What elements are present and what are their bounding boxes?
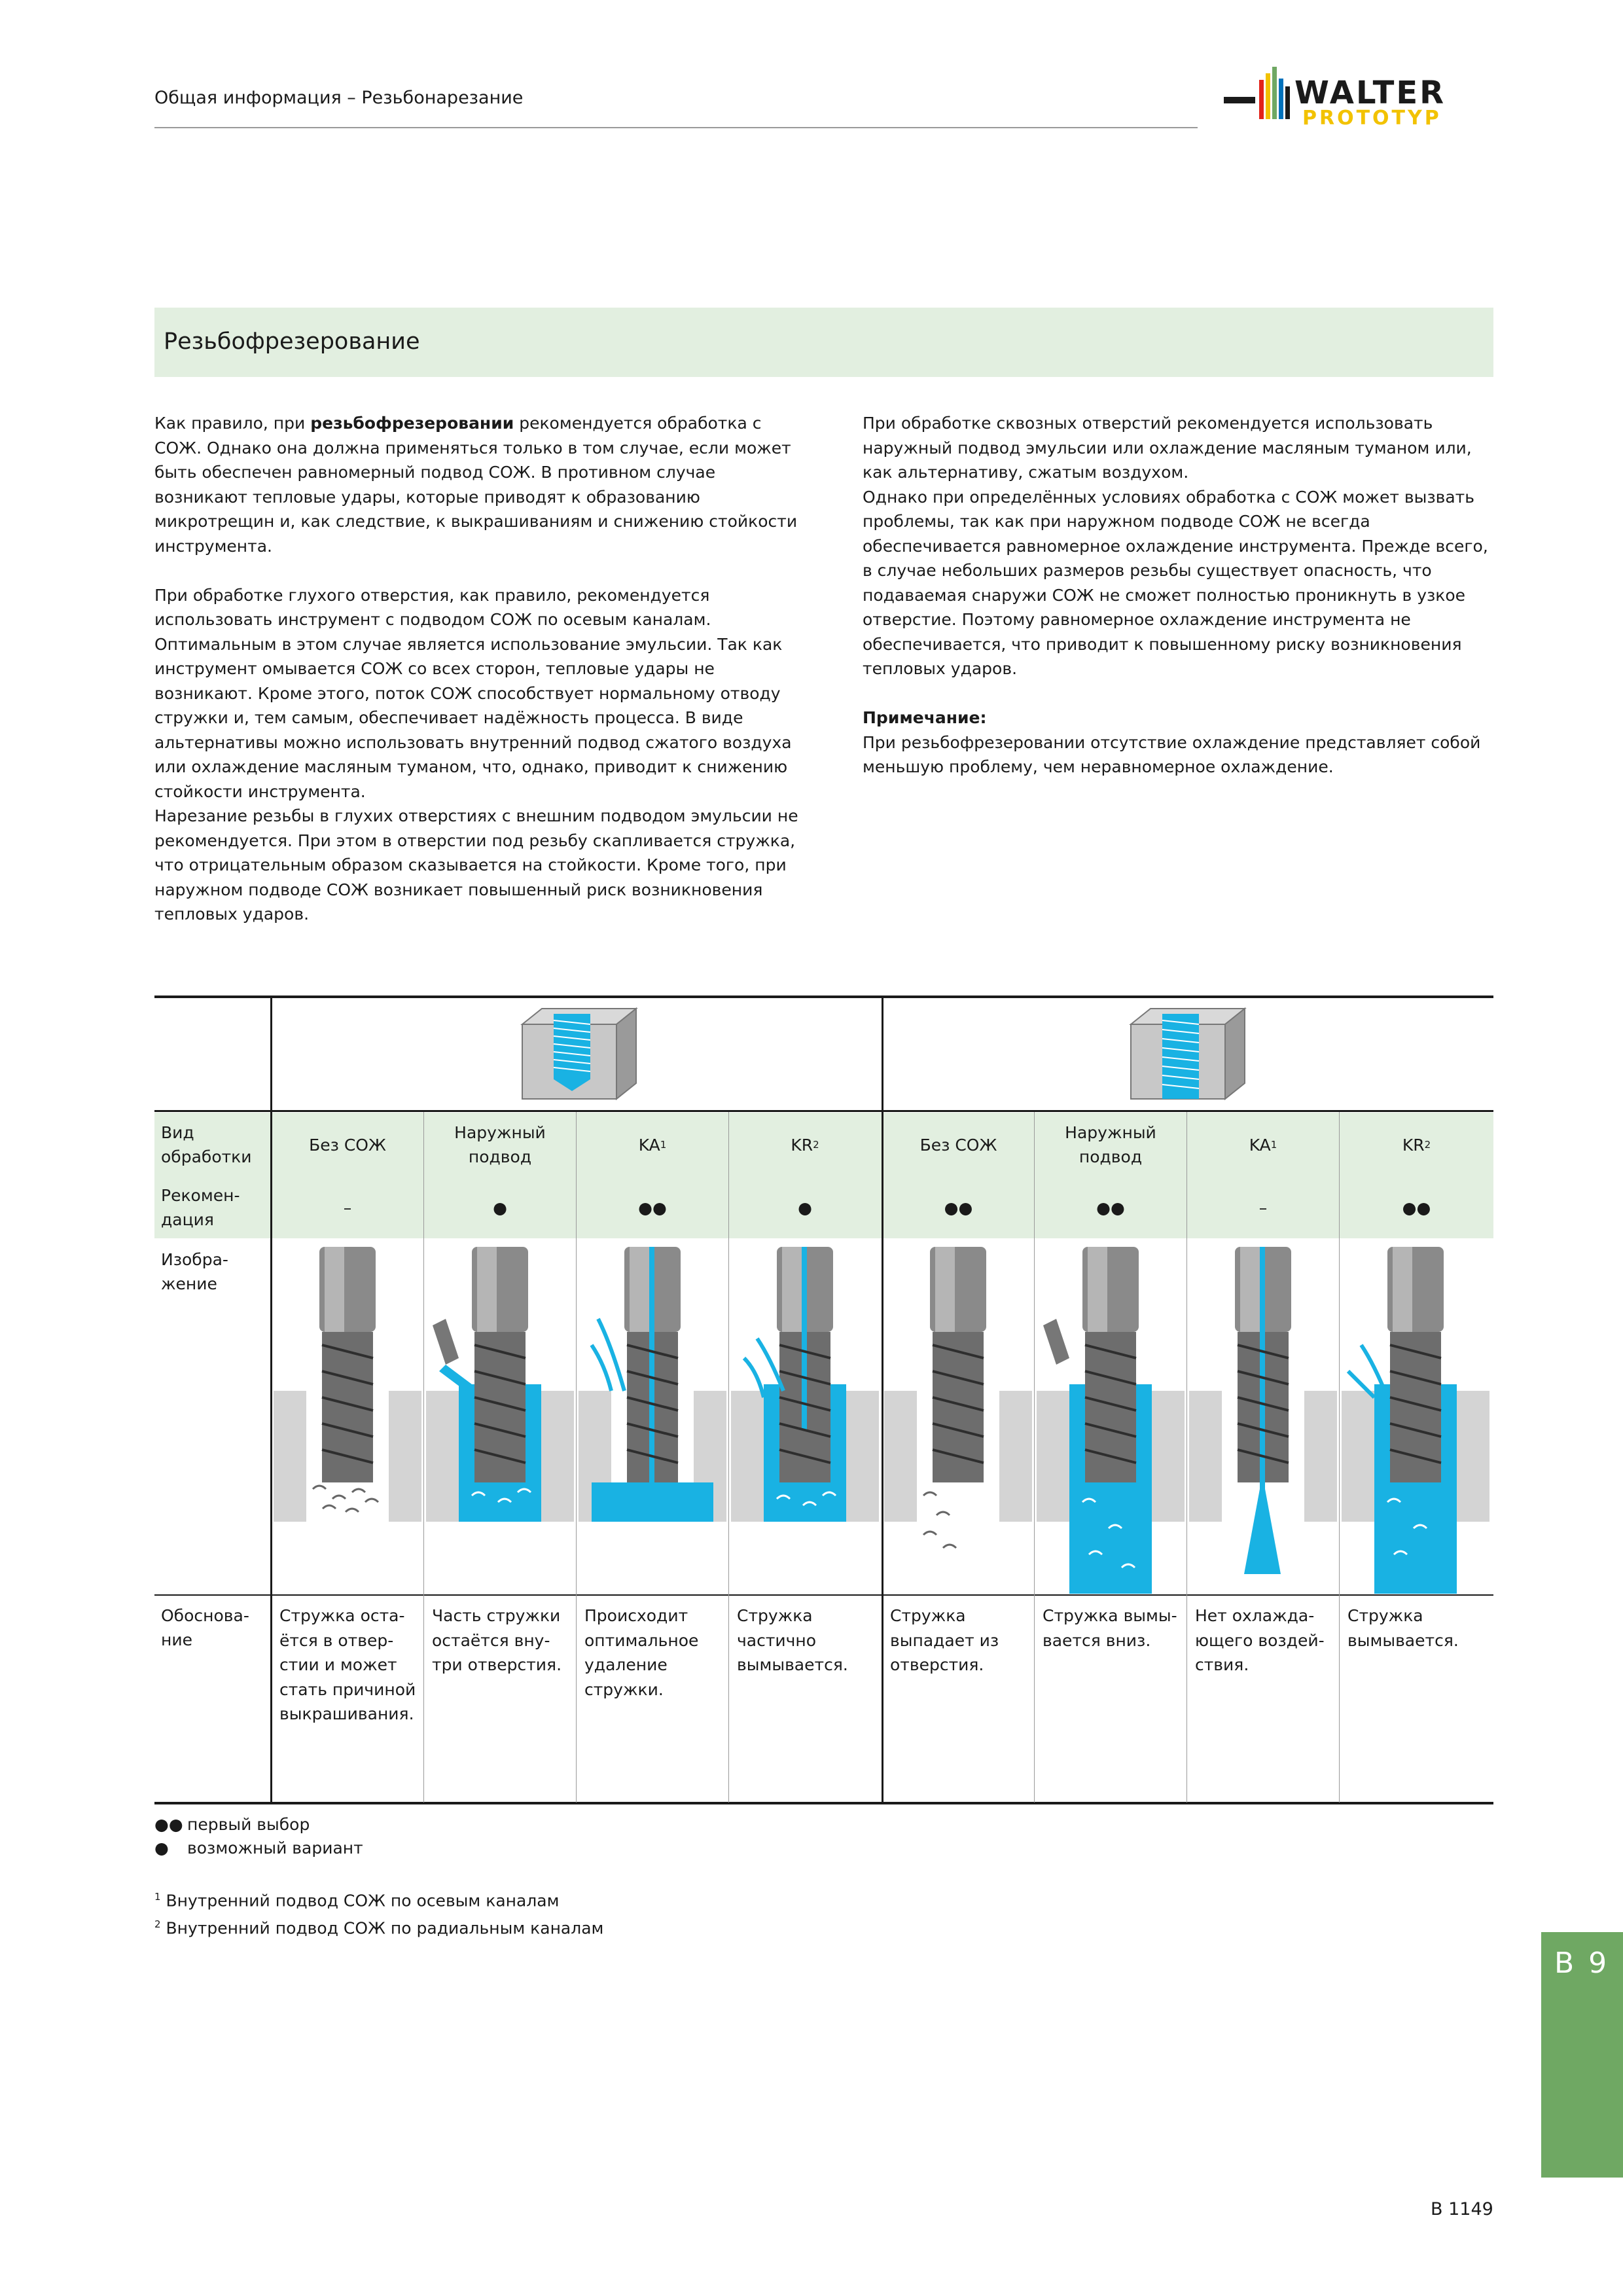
- footnote: $^1$ Внутренний подвод СОЖ по осевым каналам: [154, 1891, 560, 1910]
- recommendation-cell: ●: [493, 1198, 507, 1217]
- type-cell: Без СОЖ: [309, 1135, 386, 1155]
- paragraph: Нарезание резьбы в глухих отверстиях с внешним подводом эмульсии не рекомендуется. При этом в отверстии под резьбу скапливается стружка, что отрицательным образом сказывается на стойкости. Кроме того, при наружном подводе СОЖ возникает повышенный риск возникновения тепловых ударов.: [154, 806, 798, 924]
- recommendation-cell: –: [343, 1198, 352, 1217]
- legend: [154, 1813, 363, 1860]
- type-cell: Без СОЖ: [919, 1135, 997, 1155]
- walter-logo: [1224, 60, 1499, 132]
- recommendation-cell: ●: [798, 1198, 812, 1217]
- recommendation-cell: ●●: [638, 1198, 667, 1217]
- blind-hole-no-coolant-illustration: [274, 1240, 421, 1594]
- justification-cell: Стружка вымывается.: [1347, 1606, 1459, 1650]
- text-column-right: [863, 411, 1493, 804]
- section-tab-label: B 9: [1554, 1946, 1610, 1980]
- type-cell: Наружный подвод: [1065, 1123, 1156, 1166]
- legend-item: ● возможный вариант: [154, 1839, 363, 1857]
- note-heading: Примечание:: [863, 708, 987, 727]
- legend-item: ●● первый выбор: [154, 1815, 310, 1834]
- paragraph: Однако при определённых условиях обработка с СОЖ может вызвать проблемы, так как при наружном подводе СОЖ не всегда обеспечивается равномерное охлаждение инструмента. Прежде всего, в случае небольших размеров резьбы существует опасность, что подаваемая снаружи СОЖ не сможет полностью проникнуть в узкое отверстие. Поэтому равномерное охлаждение инструмента не обеспечивается, что приводит к повышенному риску возникновения тепловых ударов.: [863, 487, 1488, 678]
- type-cell: KR 2: [791, 1135, 819, 1155]
- row-label-image: Изображение: [161, 1250, 228, 1293]
- header-title: Общая информация – Резьбонарезание: [154, 88, 524, 108]
- row-label-justification: Обоснование: [161, 1606, 249, 1649]
- justification-cell: Стружка остаётся в отверстии и может стать причиной выкрашивания.: [279, 1606, 416, 1723]
- recommendation-cell: ●●: [1402, 1198, 1431, 1217]
- logo-subtext: PROTOTYP: [1302, 107, 1442, 130]
- type-cell: KR 2: [1402, 1135, 1431, 1155]
- justification-cell: Часть стружки остаётся внутри отверстия.: [432, 1606, 562, 1674]
- recommendation-cell: ●●: [944, 1198, 973, 1217]
- paragraph: При обработке глухого отверстия, как правило, рекомендуется использовать инструмент с подводом СОЖ по осевым каналам. Оптимальным в этом случае является использование эмульсии. Так как инструмент омывается СОЖ со всех сторон, тепловые удары не возникают. Кроме этого, поток СОЖ способствует нормальному отводу стружки и, тем самым, обеспечивает надёжность процесса. В виде альтернативы можно использовать внутренний подвод сжатого воздуха или охлаждение масляным туманом, что, однако, приводит к снижению стойкости инструмента.: [154, 585, 792, 801]
- table-top-rule: [154, 996, 1493, 998]
- blind-hole-block-icon: [516, 1005, 640, 1103]
- header-rule: [154, 127, 1198, 128]
- page-number: B 1149: [1431, 2199, 1493, 2219]
- row-label-type: Вид обработки: [161, 1123, 252, 1166]
- type-cell: Наружный подвод: [454, 1123, 546, 1166]
- through-hole-block-icon: [1124, 1005, 1249, 1103]
- type-cell: KA 1: [638, 1135, 667, 1155]
- blind-hole-ka-illustration: [579, 1240, 726, 1594]
- logo-text: WALTER: [1294, 75, 1446, 111]
- paragraph: Как правило, при резьбофрезеровании рекомендуется обработка с СОЖ. Однако она должна применяться только в том случае, если может быть обеспечен равномерный подвод СОЖ. В противном случае возникают тепловые удары, которые приводят к образованию микротрещин и, как следствие, к выкрашиваниям и снижению стойкости инструмента.: [154, 414, 798, 556]
- paragraph: При обработке сквозных отверстий рекомендуется использовать наружный подвод эмульсии или охлаждение масляным туманом или, как альтернативу, сжатым воздухом.: [863, 414, 1472, 482]
- blind-hole-external-coolant-illustration: [426, 1240, 574, 1594]
- footnotes: [154, 1885, 603, 1941]
- through-hole-kr-illustration: [1342, 1240, 1489, 1594]
- section-title: Резьбофрезерование: [164, 329, 420, 355]
- text-column-left: [154, 411, 809, 951]
- footnote: $^2$ Внутренний подвод СОЖ по радиальным каналам: [154, 1918, 604, 1938]
- justification-cell: Происходит оптимальное удаление стружки.: [584, 1606, 699, 1699]
- through-hole-no-coolant-illustration: [884, 1240, 1032, 1594]
- table-bottom-rule: [154, 1802, 1493, 1804]
- justification-cell: Стружка выпадает из отверстия.: [890, 1606, 999, 1674]
- section-tab: [1541, 1932, 1623, 2178]
- recommendation-cell: –: [1258, 1198, 1268, 1217]
- table-header-rule: [154, 1110, 1493, 1112]
- table-image-rule: [154, 1594, 1493, 1596]
- blind-hole-kr-illustration: [731, 1240, 879, 1594]
- type-cell: KA 1: [1249, 1135, 1277, 1155]
- justification-cell: Нет охлаждающего воздействия.: [1195, 1606, 1325, 1674]
- row-label-recommendation: Рекомендация: [161, 1186, 240, 1229]
- justification-cell: Стружка вымывается вниз.: [1043, 1606, 1177, 1650]
- note-text: При резьбофрезеровании отсутствие охлаждение представляет собой меньшую проблему, чем неравномерное охлаждение.: [863, 732, 1481, 776]
- through-hole-ka-illustration: [1189, 1240, 1337, 1594]
- justification-cell: Стружка частично вымывается.: [737, 1606, 848, 1674]
- through-hole-external-coolant-illustration: [1037, 1240, 1185, 1594]
- recommendation-cell: ●●: [1096, 1198, 1125, 1217]
